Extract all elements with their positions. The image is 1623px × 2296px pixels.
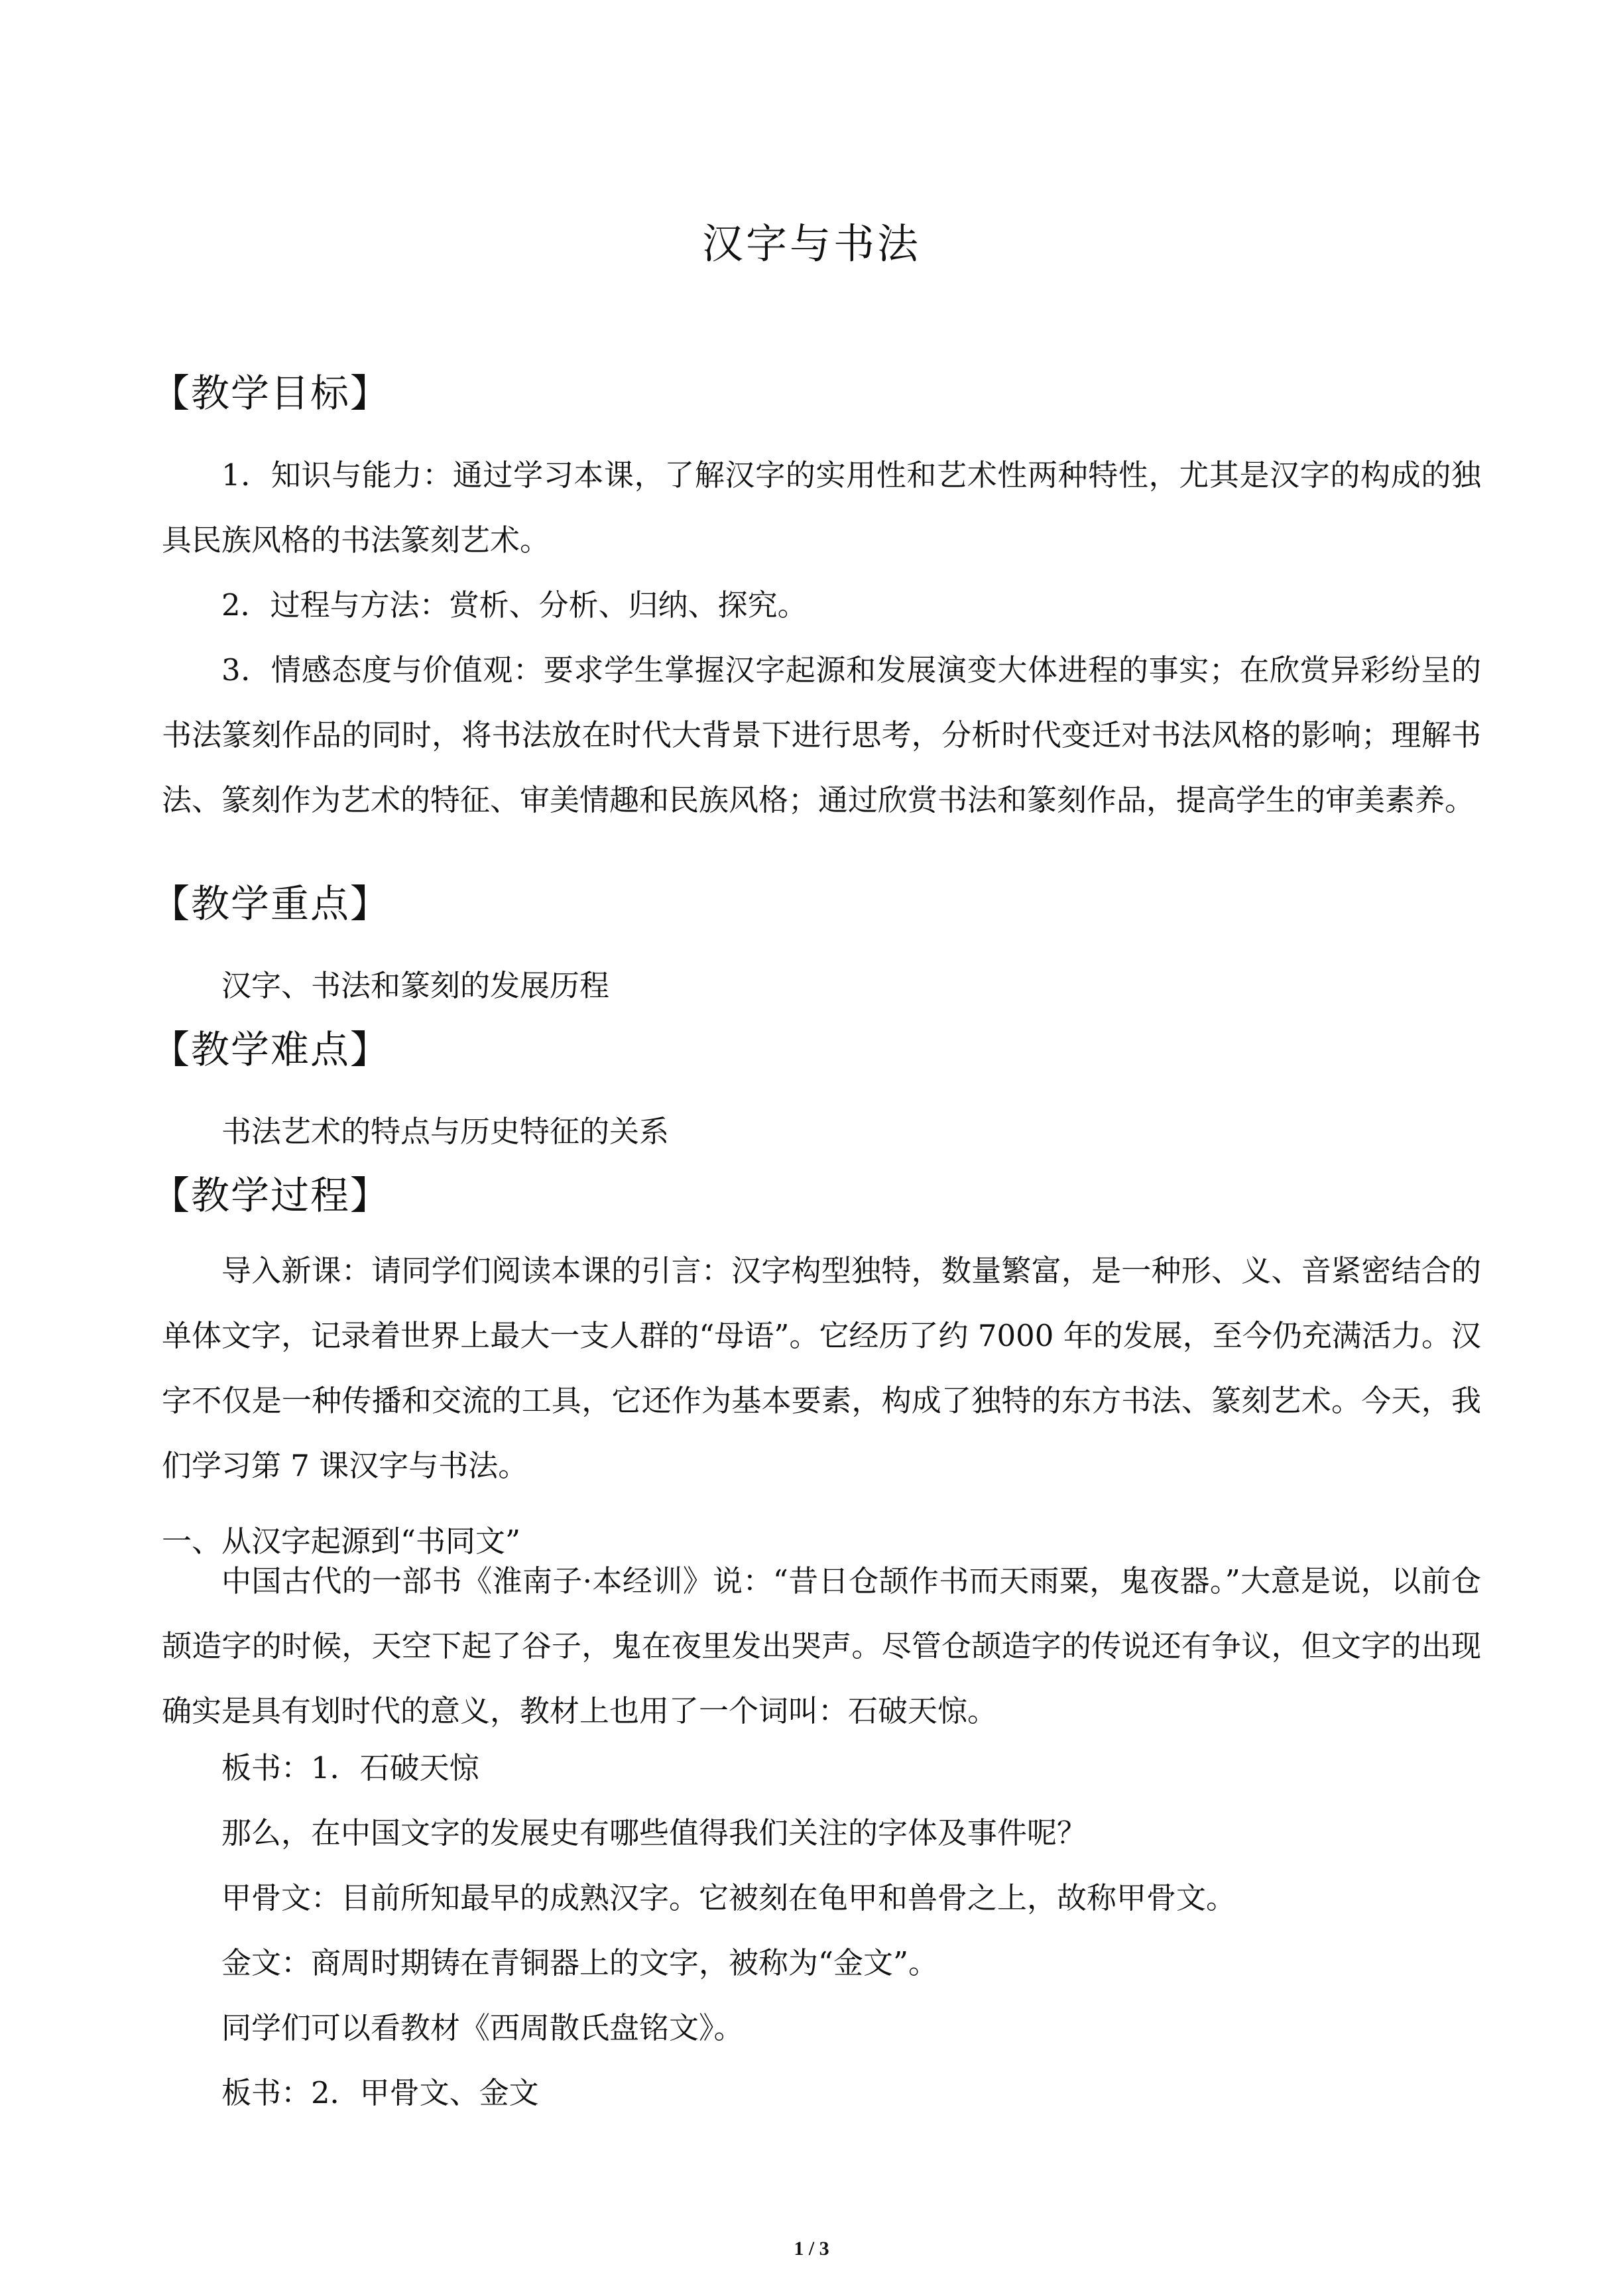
board-note-1: 板书：1．石破天惊 <box>221 1750 479 1785</box>
oracle-bone-text: 甲骨文：目前所知最早的成熟汉字。它被刻在龟甲和兽骨之上，故称甲骨文。 <box>221 1880 1236 1915</box>
key-points-text: 汉字、书法和篆刻的发展历程 <box>221 968 610 1003</box>
goal-item-2: 2．过程与方法：赏析、分析、归纳、探究。 <box>221 587 808 623</box>
goal-item-3: 3．情感态度与价值观：要求学生掌握汉字起源和发展演变大体进程的事实；在欣赏异彩纷呈的书法篆刻作品的同时，将书法放在时代大背景下进行思考，分析时代变迁对书法风格的影响；理解书法、篆刻作为艺术的特征、审美情趣和民族风格；通过欣赏书法和篆刻作品，提高学生的审美素养。 <box>162 652 1481 817</box>
document-title: 汉字与书法 <box>701 219 921 268</box>
bronze-inscription-text: 金文：商周时期铸在青铜器上的文字，被称为“金文”。 <box>221 1945 939 1980</box>
process-question: 那么，在中国文字的发展史有哪些值得我们关注的字体及事件呢？ <box>221 1815 1087 1850</box>
process-intro: 导入新课：请同学们阅读本课的引言：汉字构型独特，数量繁富，是一种形、义、音紧密结合的单体文字，记录着世界上最大一支人群的“母语”。它经历了约 7000 年的发展，至今仍充满活力。汉字不仅是一种传播和交流的工具，它还作为基本要素，构成了独特的东方书法、篆刻艺术。今天，我们学习第 7 课汉字与书法。 <box>162 1253 1481 1483</box>
heading-difficulties: 【教学难点】 <box>151 1027 391 1072</box>
process-subheading: 一、从汉字起源到“书同文” <box>162 1524 521 1559</box>
process-paragraph-2: 中国古代的一部书《淮南子·本经训》说：“昔日仓颉作书而天雨粟，鬼夜器。”大意是说，以前仓颉造字的时候，天空下起了谷子，鬼在夜里发出哭声。尽管仓颉造字的传说还有争议，但文字的出现确实是具有划时代的意义，教材上也用了一个词叫：石破天惊。 <box>162 1563 1481 1728</box>
difficulties-text: 书法艺术的特点与历史特征的关系 <box>221 1114 670 1149</box>
board-note-2: 板书：2．甲骨文、金文 <box>221 2075 539 2110</box>
heading-key-points: 【教学重点】 <box>151 881 391 926</box>
page-number: 1 / 3 <box>794 2238 829 2260</box>
goal-item-1: 1．知识与能力：通过学习本课，了解汉字的实用性和艺术性两种特性，尤其是汉字的构成的独具民族风格的书法篆刻艺术。 <box>162 457 1481 558</box>
heading-teaching-goals: 【教学目标】 <box>151 371 391 416</box>
textbook-reference: 同学们可以看教材《西周散氏盘铭文》。 <box>221 2010 744 2045</box>
heading-teaching-process: 【教学过程】 <box>151 1173 391 1218</box>
